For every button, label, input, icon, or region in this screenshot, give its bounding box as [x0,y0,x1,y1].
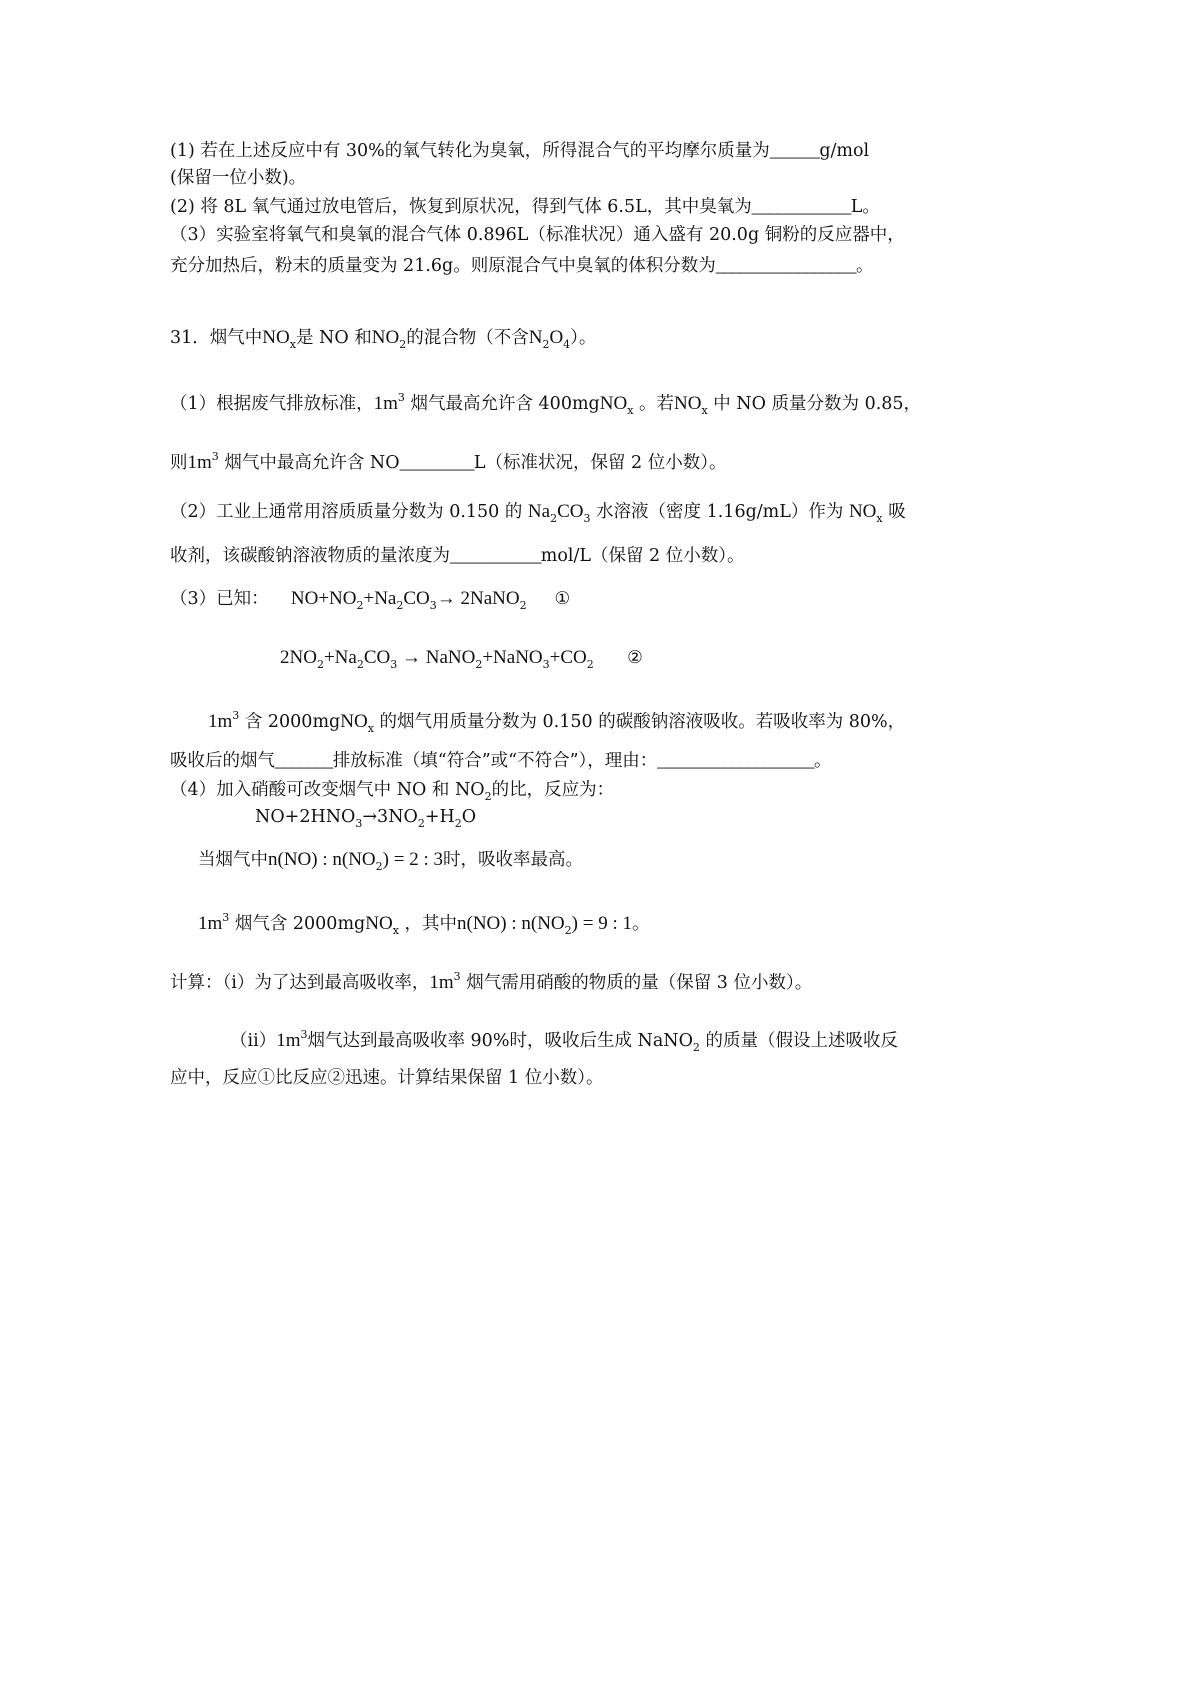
text-segment: （2）工业上通常用溶质质量分数为 0.150 的 [170,502,528,522]
text-segment: (保留一位小数)。 [170,168,307,188]
text-segment: 计算：（i）为了达到最高吸收率， [170,973,430,993]
text-segment: NO [365,913,393,934]
text-segment: N [528,327,543,348]
text-segment: 烟气中最高允许含 NO [218,453,400,473]
text-segment: NO [599,393,628,414]
text-segment: 1m [373,393,398,414]
subscript: 2 [375,860,383,873]
text-segment: 烟气达到最高吸收率 90%时，吸收后生成 NaNO [307,1031,693,1051]
subscript: 2 [692,1041,700,1054]
text-segment: L。 [850,197,880,217]
text-segment: ，其中 [398,914,457,934]
subscript: 2 [417,817,425,830]
text-segment: CO [363,647,391,668]
text-segment: ) = 9 : 1 [571,913,632,934]
subscript: 2 [475,658,483,671]
text-line [170,500,906,531]
text-segment: 1m [429,972,454,993]
text-segment: +Na [323,647,357,668]
text-segment: O [461,807,477,827]
text-segment: 含 2000mg [239,712,341,732]
text-segment: NO [371,327,400,348]
text-segment: NO [674,393,702,414]
text-segment: （3）已知： [170,589,291,609]
subscript: 2 [484,790,492,803]
text-segment: (2) 将 8L 氧气通过放电管后，恢复到原状况，得到气体 6.5L，其中臭氧为 [170,197,752,217]
subscript: 3 [583,512,591,525]
text-segment: 1m [198,913,223,934]
answer-blank: _________________ [715,255,856,275]
text-segment: +H [424,807,455,827]
text-segment: NO+NO [290,588,357,609]
text-segment: g/mol [819,141,870,161]
text-segment: 充分加热后，粉末的质量变为 21.6g。则原混合气中臭氧的体积分数为 [170,256,716,276]
text-segment: （1）根据废气排放标准， [170,394,374,414]
text-segment: n(NO) : n(NO [268,849,376,870]
text-line [170,326,596,357]
text-line [170,965,812,995]
text-line [170,587,570,618]
text-line [230,1023,898,1060]
text-segment: 2NO [280,647,317,668]
text-segment: 的比，反应为： [491,780,615,800]
text-segment: 收剂，该碳酸钠溶液物质的量浓度为 [170,546,450,566]
text-segment: CO [403,588,430,609]
text-segment: 应中，反应①比反应②迅速。计算结果保留 1 位小数）。 [170,1068,604,1088]
text-segment: 31．烟气中 [170,328,263,348]
subscript: x [876,512,883,525]
subscript: x [392,924,399,937]
text-segment: 则 [170,453,188,473]
superscript: 3 [211,450,219,463]
text-segment: NO+2HNO [255,807,356,827]
text-segment: 烟气需用硝酸的物质的量（保留 3 位小数）。 [460,973,813,993]
text-segment: 是 NO 和 [295,328,372,348]
subscript: 2 [399,338,407,351]
text-line [280,646,643,677]
text-segment: ② [593,648,643,668]
text-segment: 。 [855,256,874,276]
text-segment: 。 [814,751,832,771]
text-segment: 排放标准（填“符合”或“不符合”），理由： [332,751,658,771]
answer-blank: ___________ [450,545,541,565]
superscript: 3 [397,391,405,404]
text-line [198,848,583,879]
text-line [255,805,476,836]
subscript: 2 [316,658,324,671]
text-segment: NO [262,327,290,348]
subscript: 2 [519,599,527,612]
text-segment: ) = 2 : 3 [382,849,443,870]
text-segment: 吸收后的烟气 [170,751,275,771]
text-line [170,253,873,278]
text-segment: 。 [631,914,650,934]
text-line [170,543,745,568]
text-line [170,194,880,219]
text-segment: 。若 [633,394,674,414]
answer-blank: _______ [275,750,333,770]
superscript: 3 [300,1028,308,1041]
subscript: 2 [564,924,572,937]
text-segment: Na [527,501,551,522]
text-segment: ① [526,589,571,609]
subscript: x [289,338,296,351]
text-segment: → 2NaNO [436,588,520,609]
text-line [170,386,921,423]
answer-blank: _________ [399,452,474,472]
superscript: 3 [453,970,461,983]
subscript: 4 [563,338,571,351]
text-segment: 的烟气用质量分数为 0.150 的碳酸钠溶液吸收。若吸收率为 80%， [373,712,906,732]
text-segment: n(NO) : n(NO [457,913,565,934]
text-segment: →3NO [362,807,418,827]
answer-blank: ___________________ [657,750,815,770]
subscript: x [701,404,708,417]
text-segment: +Na [363,588,397,609]
text-segment: 吸 [882,502,906,522]
superscript: 3 [232,709,240,722]
text-line [170,138,869,163]
text-segment: +NaNO [482,647,543,668]
text-segment: ）。 [570,328,597,348]
subscript: 2 [550,512,558,525]
answer-blank: ____________ [751,196,851,216]
text-segment: +CO [549,647,587,668]
text-line [208,704,905,741]
text-segment: mol/L（保留 2 位小数）。 [540,546,745,566]
text-segment: 1m [187,452,212,473]
text-line [170,748,832,773]
subscript: 3 [355,817,363,830]
text-segment: L（标准状况，保留 2 位小数）。 [473,453,727,473]
text-line [170,166,306,190]
subscript: 2 [356,599,364,612]
superscript: 3 [222,911,230,924]
text-segment: （ii） [230,1031,277,1051]
subscript: 2 [356,658,364,671]
text-segment: 1m [208,711,233,732]
text-segment: （3）实验室将氧气和臭氧的混合气体 0.896L（标准状况）通入盛有 20.0g 铜粉的反应器中， [170,225,905,245]
text-segment: 时，吸收率最高。 [442,850,583,870]
subscript: 2 [586,658,594,671]
text-line [198,906,649,943]
text-line [170,1066,604,1090]
text-segment: NO [848,501,877,522]
answer-blank: ______ [769,140,820,160]
text-line [170,445,726,475]
text-segment: 的质量（假设上述吸收反 [699,1031,898,1051]
subscript: 3 [390,658,398,671]
subscript: 2 [396,599,404,612]
subscript: 3 [429,599,437,612]
subscript: 2 [542,338,550,351]
subscript: x [367,722,374,735]
text-segment: 中 NO 质量分数为 0.85， [707,394,922,414]
text-line [170,223,905,247]
text-segment: → NaNO [397,647,476,668]
text-segment: 烟气最高允许含 400mg [404,394,600,414]
subscript: x [627,404,634,417]
subscript: 2 [454,817,462,830]
subscript: 3 [542,658,550,671]
text-segment: 当烟气中 [198,850,268,870]
text-segment: 1m [276,1030,301,1051]
text-segment: 的混合物（不含 [406,328,529,348]
text-segment: (1) 若在上述反应中有 30%的氧气转化为臭氧，所得混合气的平均摩尔质量为 [170,141,770,161]
text-segment: 水溶液（密度 1.16g/mL）作为 [590,502,849,522]
text-segment: CO [557,501,584,522]
text-segment: 烟气含 2000mg [229,914,366,934]
text-segment: （4）加入硝酸可改变烟气中 NO 和 NO [170,780,485,800]
text-segment: NO [340,711,368,732]
text-segment: O [549,327,564,348]
